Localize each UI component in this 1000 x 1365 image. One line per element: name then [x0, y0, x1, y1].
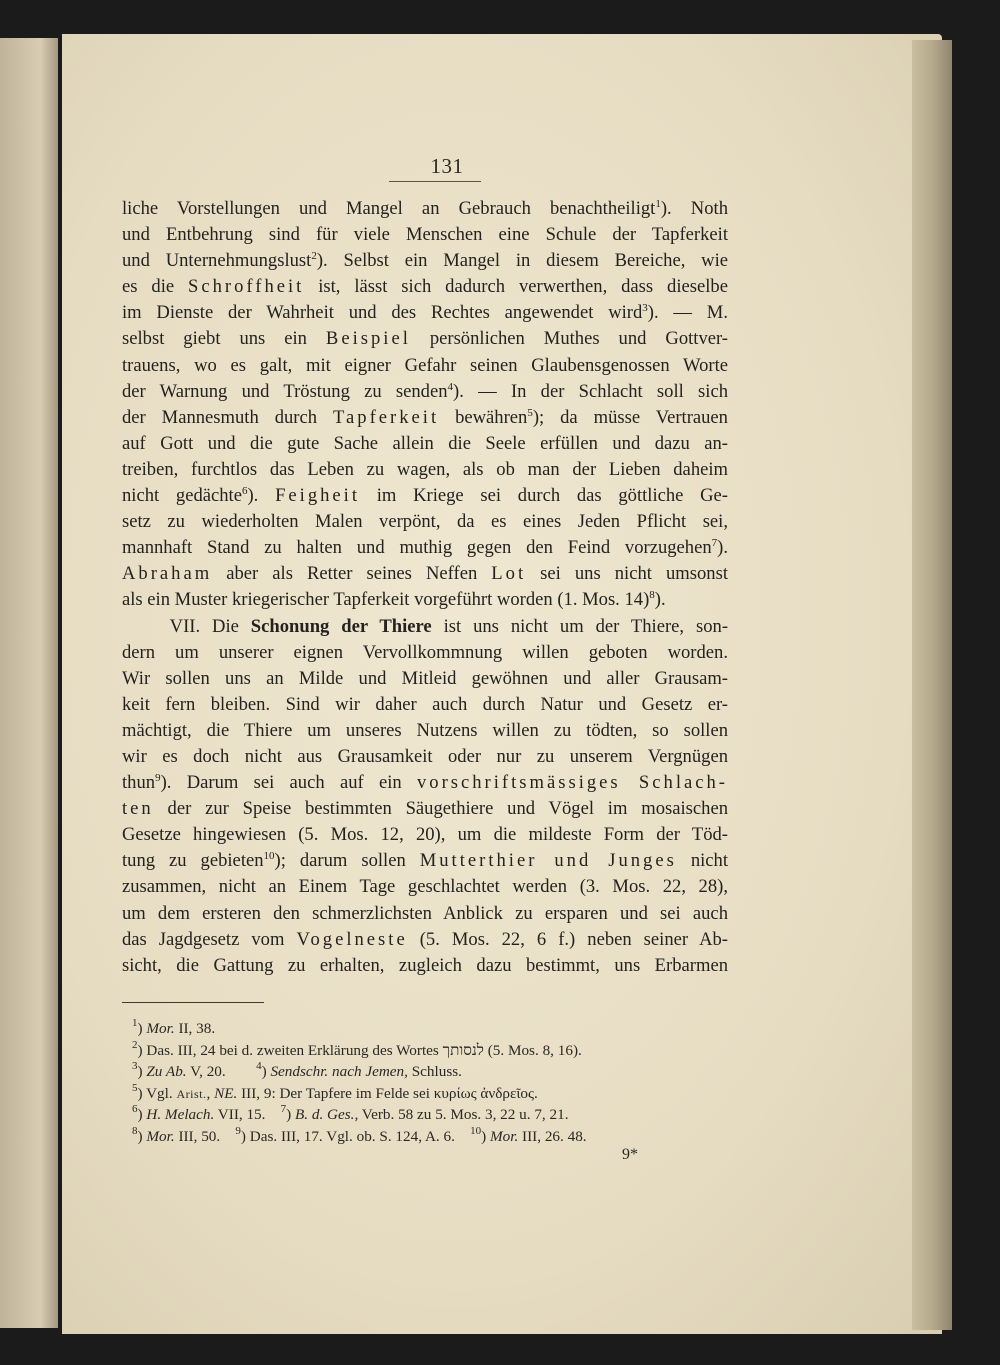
footnote: $^2$) Das. III, 24 bei d. zweiten Erklärung des Wortes לנסותך (5. Mos. 8, 16). — [132, 1038, 582, 1059]
footnote: $^8$) Mor. III, 50. $^9$) Das. III, 17. Vgl. ob. S. 124, A. 6. $^{10}$) Mor. III, 26. 48. — [132, 1124, 587, 1145]
text-line: Wir sollen uns an Milde und Mitleid gewöhnen und aller Grausam- — [122, 667, 728, 689]
spaced-emphasis: Mutterthier und Junges — [419, 850, 677, 872]
footnote: $^6$) H. Melach. VII, 15. $^7$) B. d. Ges., Verb. 58 zu 5. Mos. 3, 22 u. 7, 21. — [132, 1103, 569, 1123]
footnote: $^1$) Mor. II, 38. — [132, 1017, 216, 1037]
greek-phrase: κυρίως ἀνδρεῖος. — [433, 1084, 538, 1102]
text-line: VII. Die Schonung der Thiere ist uns nicht um der Thiere, son- — [169, 615, 729, 637]
footnote: $^5$) Vgl. Arist., NE. III, 9: Der Tapfere im Felde sei κυρίως ἀνδρεῖος. — [132, 1081, 538, 1102]
text-line: ten der zur Speise bestimmten Säugethiere und Vögel im mosaischen — [122, 798, 728, 820]
footnote-separator — [122, 1002, 264, 1003]
page-number-rule — [389, 181, 481, 182]
text-line: tung zu gebieten$^{10}$); darum sollen Mutterthier und Junges nicht — [122, 850, 729, 872]
text-line: um dem ersteren den schmerzlichsten Anblick zu ersparen und sei auch — [122, 902, 728, 924]
section-heading: Schonung der Thiere — [250, 615, 432, 637]
text-line: im Dienste der Wahrheit und des Rechtes angewendet wird$^3$). — M. — [122, 302, 728, 324]
text-line: es die Schroffheit ist, lässt sich dadurch verwerthen, dass dieselbe — [122, 276, 728, 298]
spaced-emphasis: Beispiel — [325, 328, 411, 350]
signature-mark: 9* — [622, 1146, 638, 1163]
text-line: als ein Muster kriegerischer Tapferkeit vorgeführt worden (1. Mos. 14)$^8$). — [122, 589, 666, 611]
text-line: nicht gedächte$^6$). Feigheit im Kriege sei durch das göttliche Ge- — [122, 485, 729, 507]
text-line: zusammen, nicht an Einem Tage geschlachtet werden (3. Mos. 22, 28), — [122, 876, 728, 898]
text-line: keit fern bleiben. Sind wir daher auch durch Natur und Gesetz er- — [122, 693, 728, 715]
spaced-emphasis: Schroffheit — [188, 276, 305, 298]
text-line: sicht, die Gattung zu erhalten, zugleich dazu bestimmt, uns Erbarmen — [122, 954, 728, 976]
text-line: das Jagdgesetz vom Vogelneste (5. Mos. 22, 6 f.) neben seiner Ab- — [122, 928, 728, 950]
spaced-emphasis: Tapferkeit — [332, 406, 440, 428]
text-line: dern um unserer eignen Vervollkommnung willen geboten worden. — [122, 641, 728, 663]
text-line: treiben, furchtlos das Leben zu wagen, als ob man der Lieben daheim — [122, 458, 728, 480]
text-line: selbst giebt uns ein Beispiel persönlichen Muthes und Gottver- — [122, 328, 729, 350]
text-line: mannhaft Stand zu halten und muthig gegen den Feind vorzugehen$^7$). — [122, 537, 728, 559]
footnote: $^3$) Zu Ab. V, 20. $^4$) Sendschr. nach Jemen, Schluss. — [132, 1060, 462, 1080]
facing-page-edge — [0, 38, 58, 1328]
text-line: wir es doch nicht aus Grausamkeit oder nur zu unserem Vergnügen — [122, 745, 728, 767]
spaced-emphasis: vorschriftsmässiges Schlach- — [416, 772, 728, 794]
spaced-emphasis: Vogelneste — [296, 928, 408, 950]
text-line: thun$^9$). Darum sei auch auf ein vorschriftsmässiges Schlach- — [122, 772, 728, 794]
spaced-emphasis: Abraham — [122, 563, 213, 585]
spaced-emphasis: ten — [122, 798, 154, 820]
text-line: setz zu wiederholten Malen verpönt, da es eines Jeden Pflicht sei, — [122, 511, 728, 533]
footnotes — [132, 1018, 728, 1147]
text-line: und Unternehmungslust$^2$). Selbst ein Mangel in diesem Bereiche, wie — [122, 250, 728, 272]
text-line: Gesetze hingewiesen (5. Mos. 12, 20), um die mildeste Form der Töd- — [122, 824, 728, 846]
text-line: Abraham aber als Retter seines Neffen Lot sei uns nicht umsonst — [122, 563, 728, 585]
hebrew-word: לנסותך — [442, 1041, 484, 1059]
page-fore-edge — [912, 40, 952, 1330]
text-line: trauens, wo es galt, mit eigner Gefahr seinen Glaubensgenossen Worte — [122, 354, 728, 376]
text-line: der Warnung und Tröstung zu senden$^4$). — In der Schlacht soll sich — [122, 380, 728, 402]
text-line: mächtigt, die Thiere um unseres Nutzens willen zu tödten, so sollen — [122, 719, 728, 741]
text-line: der Mannesmuth durch Tapferkeit bewähren$^5$); da müsse Vertrauen — [122, 406, 728, 428]
text-line: liche Vorstellungen und Mangel an Gebrauch benachtheiligt$^1$). Noth — [122, 198, 728, 219]
spaced-emphasis: Lot — [491, 563, 527, 585]
text-line: auf Gott und die gute Sache allein die Seele erfüllen und dazu an- — [122, 432, 728, 454]
text-line: und Entbehrung sind für viele Menschen eine Schule der Tapferkeit — [122, 224, 728, 246]
page-number: 131 — [430, 154, 464, 178]
spaced-emphasis: Feigheit — [275, 485, 361, 507]
main-text — [122, 196, 728, 979]
